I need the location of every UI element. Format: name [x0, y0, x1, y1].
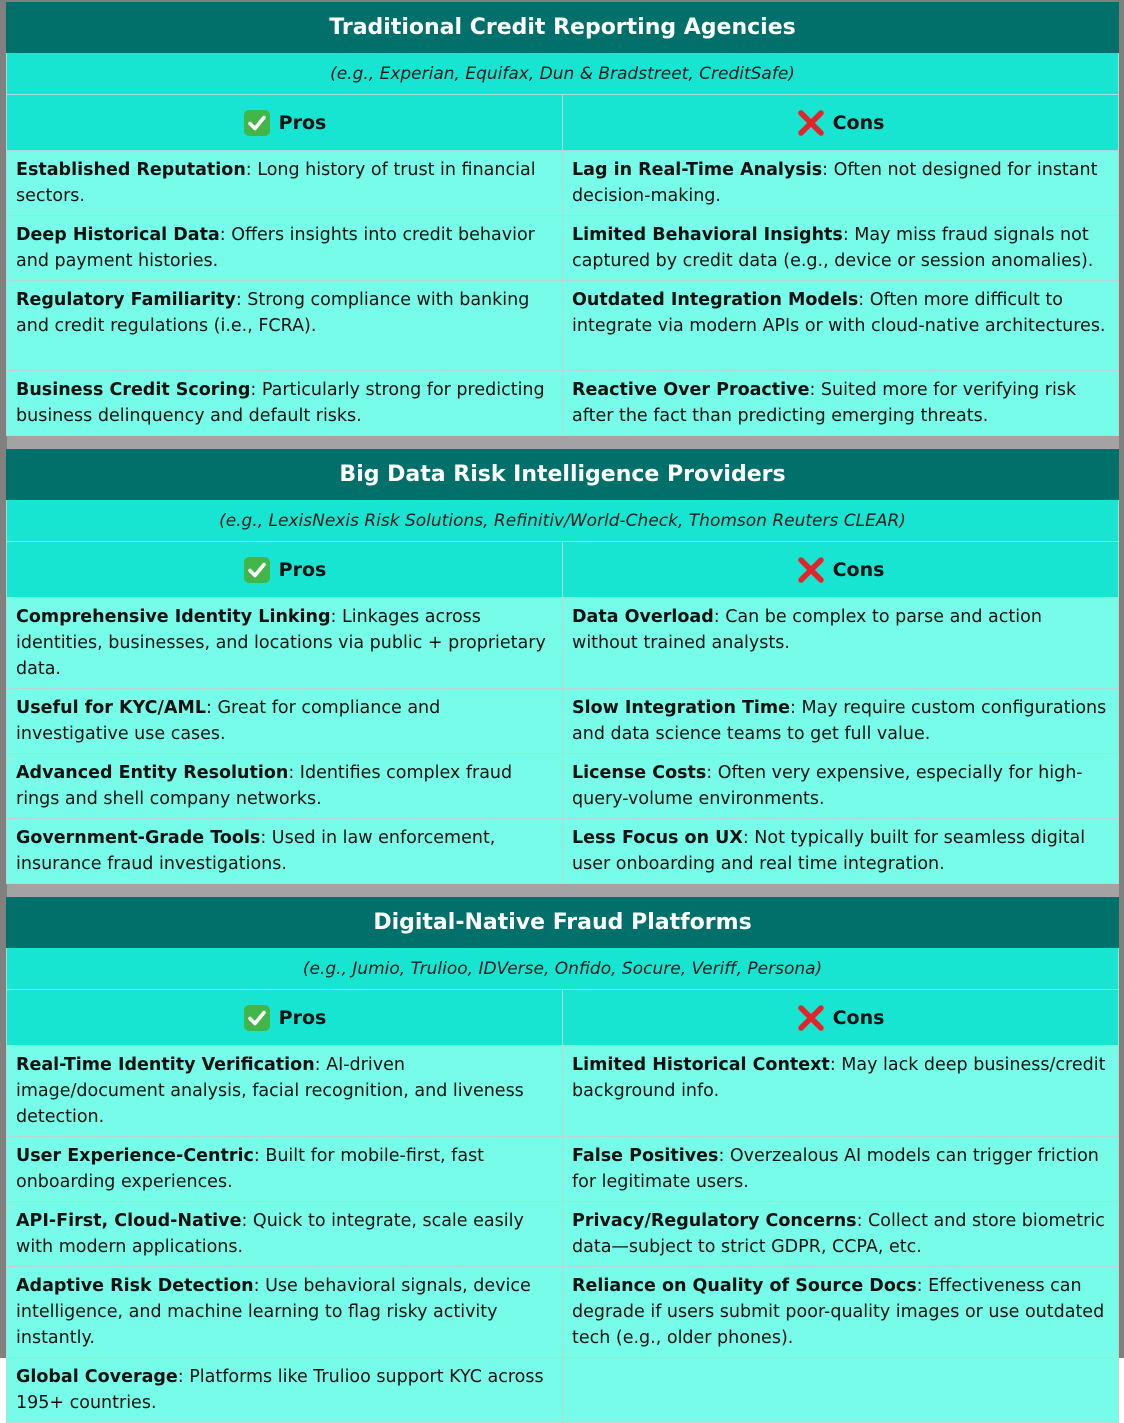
con-term: Outdated Integration Models — [572, 290, 859, 310]
pro-text: : Used in law enforcement, insurance fraud investigations. — [16, 828, 496, 874]
pros-header — [7, 95, 563, 151]
pros-header — [7, 990, 563, 1046]
section-subtitle: (e.g., Jumio, Trulioo, IDVerse, Onfido, Socure, Veriff, Persona) — [7, 948, 1119, 990]
con-cell — [563, 281, 1119, 371]
pro-cell — [7, 281, 563, 371]
con-term: Privacy/Regulatory Concerns — [572, 1211, 857, 1231]
con-term: Limited Historical Context — [572, 1055, 830, 1075]
cross-mark-icon — [797, 109, 825, 137]
section-divider — [563, 436, 1119, 450]
cons-header — [563, 95, 1119, 151]
pro-cell — [7, 371, 563, 436]
con-cell — [563, 371, 1119, 436]
con-term: License Costs — [572, 763, 707, 783]
con-text: : Collect and store biometric data—subject to strict GDPR, CCPA, etc. — [572, 1211, 1105, 1257]
pro-cell — [7, 1202, 563, 1267]
check-mark-icon — [243, 556, 271, 584]
con-text: : Often more difficult to integrate via modern APIs or with cloud-native architectures. — [572, 290, 1106, 336]
pro-term: Established Reputation — [16, 160, 246, 180]
con-text: : Overzealous AI models can trigger friction for legitimate users. — [572, 1146, 1099, 1192]
con-cell — [563, 819, 1119, 884]
pro-text: : Strong compliance with banking and credit regulations (i.e., FCRA). — [16, 290, 530, 336]
pro-cell — [7, 151, 563, 216]
con-text: : May miss fraud signals not captured by credit data (e.g., device or session anomalies). — [572, 225, 1094, 271]
pro-term: Deep Historical Data — [16, 225, 220, 245]
pro-term: Useful for KYC/AML — [16, 698, 206, 718]
con-cell — [563, 689, 1119, 754]
con-text: : Suited more for verifying risk after the fact than predicting emerging threats. — [572, 380, 1077, 426]
con-cell — [563, 1202, 1119, 1267]
section-divider — [563, 884, 1119, 898]
section-divider — [7, 436, 563, 450]
pro-cell — [7, 1046, 563, 1137]
con-term: Reactive Over Proactive — [572, 380, 810, 400]
section-title: Digital-Native Fraud Platforms — [7, 898, 1119, 948]
con-text: : Often very expensive, especially for high-query-volume environments. — [572, 763, 1083, 809]
pro-text: : Linkages across identities, businesses, and locations via public + proprietary data. — [16, 607, 546, 679]
pro-term: Real-Time Identity Verification — [16, 1055, 315, 1075]
empty-cell — [563, 1358, 1119, 1423]
pro-cell — [7, 598, 563, 689]
con-cell — [563, 1137, 1119, 1202]
pro-text: : Use behavioral signals, device intelligence, and machine learning to flag risky activity instantly. — [16, 1276, 531, 1348]
cons-label: Cons — [832, 1006, 885, 1029]
pro-cell — [7, 819, 563, 884]
con-text: : May lack deep business/credit background info. — [572, 1055, 1106, 1101]
con-cell — [563, 1267, 1119, 1358]
pro-cell — [7, 689, 563, 754]
pro-term: Comprehensive Identity Linking — [16, 607, 331, 627]
pro-cell — [7, 1358, 563, 1423]
pro-cell — [7, 216, 563, 281]
con-cell — [563, 1046, 1119, 1137]
pro-term: API-First, Cloud-Native — [16, 1211, 242, 1231]
pro-cell — [7, 754, 563, 819]
con-text: : Often not designed for instant decision-making. — [572, 160, 1098, 206]
comparison-table — [6, 2, 1119, 1423]
pro-cell — [7, 1267, 563, 1358]
cross-mark-icon — [797, 556, 825, 584]
section-title: Big Data Risk Intelligence Providers — [7, 450, 1119, 500]
pro-text: : Identifies complex fraud rings and shell company networks. — [16, 763, 513, 809]
pro-term: Government-Grade Tools — [16, 828, 261, 848]
pros-label: Pros — [278, 1006, 327, 1029]
cross-mark-icon — [797, 1004, 825, 1032]
pro-text: : Built for mobile-first, fast onboarding experiences. — [16, 1146, 485, 1192]
section-subtitle: (e.g., Experian, Equifax, Dun & Bradstreet, CreditSafe) — [7, 53, 1119, 95]
con-term: Data Overload — [572, 607, 714, 627]
cons-header — [563, 990, 1119, 1046]
con-text: : Can be complex to parse and action without trained analysts. — [572, 607, 1042, 653]
con-text: : Effectiveness can degrade if users submit poor-quality images or use outdated tech (e.g., older phones). — [572, 1276, 1105, 1348]
pro-text: : Platforms like Trulioo support KYC across 195+ countries. — [16, 1367, 544, 1413]
pro-term: Adaptive Risk Detection — [16, 1276, 254, 1296]
con-cell — [563, 754, 1119, 819]
section-title: Traditional Credit Reporting Agencies — [7, 3, 1119, 53]
check-mark-icon — [243, 1004, 271, 1032]
con-cell — [563, 151, 1119, 216]
con-term: Reliance on Quality of Source Docs — [572, 1276, 917, 1296]
pro-text: : Quick to integrate, scale easily with modern applications. — [16, 1211, 524, 1257]
con-cell — [563, 598, 1119, 689]
cons-label: Cons — [832, 111, 885, 134]
pros-label: Pros — [278, 111, 327, 134]
pros-header — [7, 542, 563, 598]
con-term: False Positives — [572, 1146, 719, 1166]
pro-cell — [7, 1137, 563, 1202]
pro-text: : Offers insights into credit behavior and payment histories. — [16, 225, 535, 271]
con-cell — [563, 216, 1119, 281]
pros-label: Pros — [278, 558, 327, 581]
con-term: Less Focus on UX — [572, 828, 743, 848]
pro-term: Global Coverage — [16, 1367, 178, 1387]
con-term: Limited Behavioral Insights — [572, 225, 843, 245]
check-mark-icon — [243, 109, 271, 137]
pro-term: Regulatory Familiarity — [16, 290, 236, 310]
pro-text: : Long history of trust in financial sectors. — [16, 160, 536, 206]
pro-text: : Great for compliance and investigative use cases. — [16, 698, 441, 744]
pro-term: Business Credit Scoring — [16, 380, 251, 400]
con-term: Slow Integration Time — [572, 698, 791, 718]
con-text: : May require custom configurations and data science teams to get full value. — [572, 698, 1107, 744]
pro-text: : Particularly strong for predicting business delinquency and default risks. — [16, 380, 545, 426]
con-term: Lag in Real-Time Analysis — [572, 160, 823, 180]
cons-header — [563, 542, 1119, 598]
pro-term: User Experience-Centric — [16, 1146, 254, 1166]
cons-label: Cons — [832, 558, 885, 581]
pro-text: : AI-driven image/document analysis, facial recognition, and liveness detection. — [16, 1055, 524, 1127]
section-subtitle: (e.g., LexisNexis Risk Solutions, Refinitiv/World-Check, Thomson Reuters CLEAR) — [7, 500, 1119, 542]
con-text: : Not typically built for seamless digital user onboarding and real time integration. — [572, 828, 1086, 874]
pro-term: Advanced Entity Resolution — [16, 763, 289, 783]
section-divider — [7, 884, 563, 898]
